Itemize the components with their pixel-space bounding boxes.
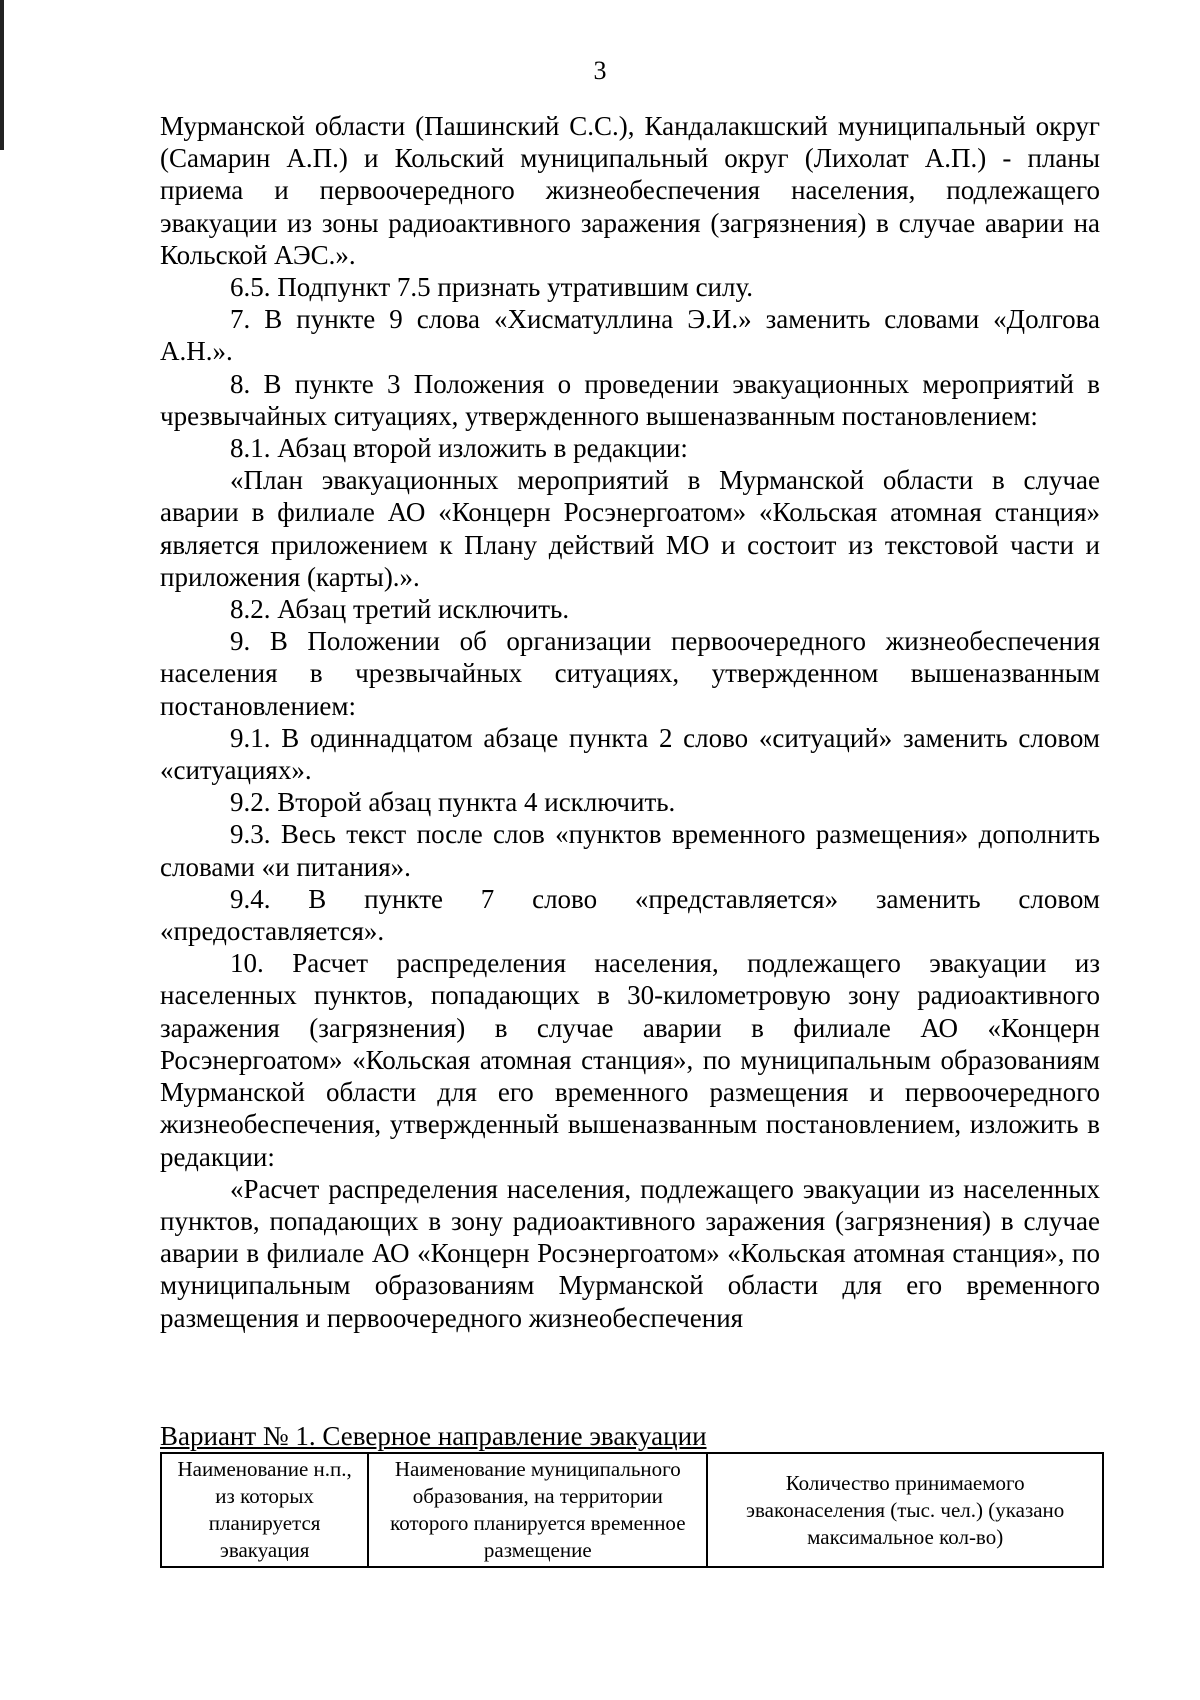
- paragraph: 9.3. Весь текст после слов «пунктов временного размещения» дополнить словами «и питания».: [160, 819, 1100, 882]
- paragraph: 8.2. Абзац третий исключить.: [230, 594, 570, 625]
- column-header-settlement: Наименование н.п., из которых планируется эвакуация: [161, 1453, 368, 1567]
- variant-title: [160, 1420, 707, 1452]
- paragraph: 8.1. Абзац второй изложить в редакции:: [230, 433, 688, 464]
- paragraph: 8. В пункте 3 Положения о проведении эвакуационных мероприятий в чрезвычайных ситуациях, утвержденного вышеназванным постановлением:: [160, 368, 1100, 431]
- column-header-municipality: Наименование муниципального образования, на территории которого планируется временное размещение: [368, 1453, 707, 1567]
- paragraph: 7. В пункте 9 слова «Хисматуллина Э.И.» заменить словами «Долгова А.Н.».: [160, 304, 1100, 367]
- evacuation-table: [160, 1452, 1104, 1568]
- page-number: 3: [593, 56, 607, 85]
- document-body: [160, 110, 1100, 1334]
- paragraph: 9.4. В пункте 7 слово «представляется» заменить словом «предоставляется».: [160, 883, 1100, 947]
- paragraph: «Расчет распределения населения, подлежащего эвакуации из населенных пунктов, попадающих в зону радиоактивного заражения (загрязнения) в случае аварии в филиале АО «Концерн Росэнергоатом» «Кольская атомная станция», по муниципальным образованиям Мурманской области для его временного размещения и первоочередного жизнеобеспечения: [160, 1173, 1100, 1333]
- paragraph: Мурманской области (Пашинский С.С.), Кандалакшский муниципальный округ (Самарин А.П.) и Кольский муниципальный округ (Лихолат А.П.) - планы приема и первоочередного жизнеобеспечения населения, подлежащего эвакуации из зоны радиоактивного заражения (загрязнения) в случае аварии на Кольской АЭС.».: [160, 111, 1100, 270]
- paragraph: «План эвакуационных мероприятий в Мурманской области в случае аварии в филиале АО «Концерн Росэнергоатом» «Кольская атомная станция» является приложением к Плану действий МО и состоит из текстовой части и приложения (карты).».: [160, 465, 1100, 592]
- variant-title-text: Вариант № 1. Северное направление эвакуации: [160, 1421, 707, 1451]
- paragraph: 9.1. В одиннадцатом абзаце пункта 2 слово «ситуаций» заменить словом «ситуациях».: [160, 722, 1100, 786]
- paragraph: 6.5. Подпункт 7.5 признать утратившим силу.: [230, 272, 754, 303]
- column-header-quantity: Количество принимаемого эваконаселения (тыс. чел.) (указано максимальное кол-во): [707, 1453, 1103, 1567]
- paragraph: 9. В Положении об организации первоочередного жизнеобеспечения населения в чрезвычайных ситуациях, утвержденном вышеназванным постановлением:: [160, 626, 1100, 721]
- paragraph: 9.2. Второй абзац пункта 4 исключить.: [230, 787, 676, 818]
- table-header-row: [161, 1453, 1103, 1567]
- paragraph: 10. Расчет распределения населения, подлежащего эвакуации из населенных пунктов, попадающих в 30-километровую зону радиоактивного заражения (загрязнения) в случае аварии в филиале АО «Концерн Росэнергоатом» «Кольская атомная станция», по муниципальным образованиям Мурманской области для его временного размещения и первоочередного жизнеобеспечения, утвержденный вышеназванным постановлением, изложить в редакции:: [160, 948, 1100, 1172]
